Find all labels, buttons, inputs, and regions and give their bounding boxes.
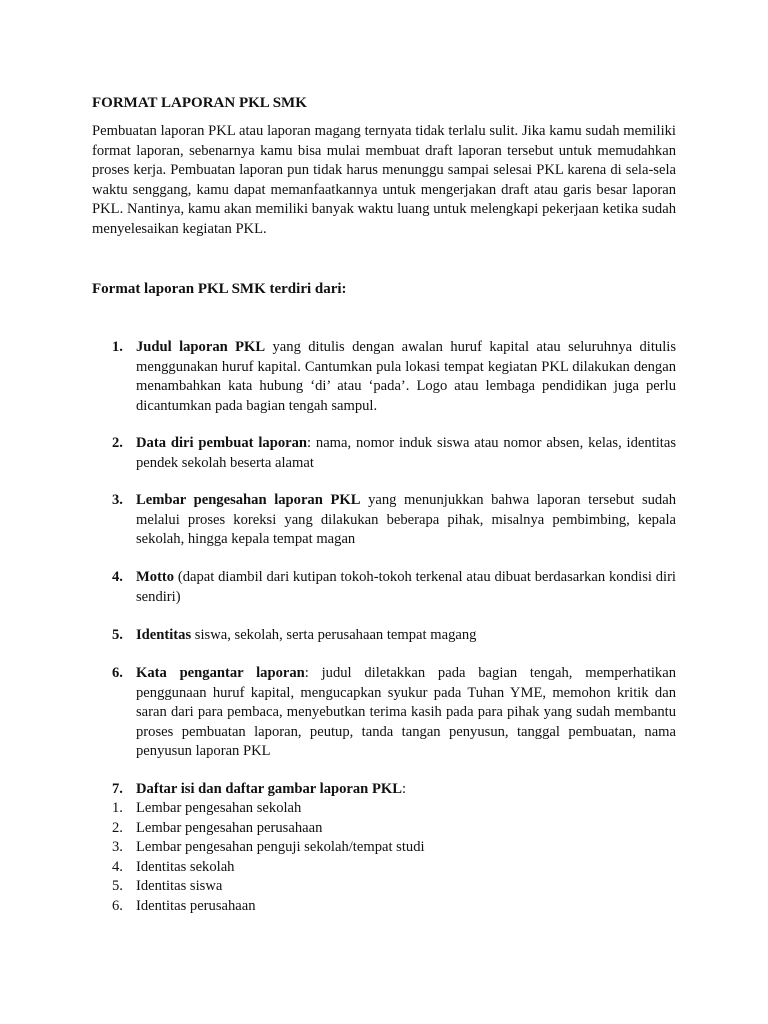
list-item-bold-label: Motto [136,569,175,585]
list-item-text: yang menunjukkan bahwa laporan tersebut sudah melalui proses koreksi yang dilakukan beberapa pihak, misalnya pembimbing, kepala sekolah, hingga kepala tempat magan [136,492,676,547]
list-item-text: : nama, nomor induk siswa atau nomor absen, kelas, identitas pendek sekolah beserta alamat [136,435,677,471]
intro-paragraph: Pembuatan laporan PKL atau laporan magang ternyata tidak terlalu sulit. Jika kamu sudah memiliki format laporan, sebenarnya kamu bisa mulai membuat draft laporan tersebut untuk memudahkan proses kerja. Pembuatan laporan pun tidak harus menunggu sampai selesai PKL karena di sela-sela waktu senggang, kamu dapat memanfaatkannya untuk mengerjakan draft atau garis besar laporan PKL. Nantinya, kamu akan memiliki banyak waktu luang untuk melengkapi pekerjaan ketika sudah menyelesaikan kegiatan PKL. [92,123,676,237]
sub-list-number: 5. [112,878,123,894]
list-item-number: 6. [112,665,123,681]
sub-list-number: 2. [112,819,123,836]
section-subheading: Format laporan PKL SMK terdiri dari: [92,281,347,297]
list-item-number: 2. [112,435,123,451]
list-item-text: : [401,781,407,797]
list-item-bold-label: Identitas [136,627,192,643]
sub-list-item [112,877,676,897]
sub-list-item [112,819,676,839]
list-item [112,338,676,416]
sub-list-number: 4. [112,858,123,875]
list-item-text: yang ditulis dengan awalan huruf kapital atau seluruhnya ditulis menggunakan huruf kapital. Cantumkan pula lokasi tempat kegiatan PKL dilakukan dengan menambahkan kata hubung ‘di’ atau ‘pada’. Logo atau lembaga pendidikan juga perlu dicantumkan pada bagian tengah sampul. [136,339,676,414]
list-item-number: 3. [112,492,123,508]
sub-list-item [112,858,676,878]
list-item-text: (dapat diambil dari kutipan tokoh-tokoh terkenal atau dibuat berdasarkan kondisi diri sendiri) [136,569,676,605]
sub-list-text: Identitas siswa [136,878,223,894]
list-item-body [136,434,676,473]
list-item-text: siswa, sekolah, serta perusahaan tempat magang [191,627,477,643]
list-item-number: 4. [112,569,123,585]
list-item [112,568,676,607]
sub-list-item [112,838,676,858]
list-item [112,780,676,800]
list-item-body [136,626,676,646]
list-item [112,434,676,473]
sub-list [112,799,676,916]
sub-list-text: Lembar pengesahan perusahaan [136,819,323,836]
list-item-number: 5. [112,627,123,643]
list-item-number: 7. [112,781,123,797]
list-item-bold-label: Kata pengantar laporan [136,665,305,681]
list-item-body [136,664,676,762]
sub-list-text: Lembar pengesahan sekolah [136,800,302,816]
list-item-bold-label: Data diri pembuat laporan [136,435,308,451]
list-item [112,491,676,550]
list-item-bold-label: Daftar isi dan daftar gambar laporan PKL [136,781,402,797]
list-item-number: 1. [112,339,123,355]
list-item-body [136,780,676,800]
list-item-text: : judul diletakkan pada bagian tengah, memperhatikan penggunaan huruf kapital, mengucapkan syukur pada Tuhan YME, memohon kritik dan saran dari para pembaca, menyebutkan terima kasih pada para pihak yang sudah membantu proses pembuatan laporan, peutup, tanda tangan penyusun, tanggal pembuatan, nama penyusun laporan PKL [136,665,676,759]
sub-list-number: 3. [112,839,123,855]
sub-list-number: 6. [112,897,123,914]
sub-list-item [112,799,676,819]
list-item-body [136,491,676,550]
document-title: FORMAT LAPORAN PKL SMK [92,95,307,111]
sub-list-number: 1. [112,800,123,816]
sub-list-text: Identitas sekolah [136,858,235,875]
list-item-bold-label: Lembar pengesahan laporan PKL [136,492,361,508]
sub-list-text: Lembar pengesahan penguji sekolah/tempat studi [136,839,425,855]
sub-list-item [112,897,676,917]
list-item-bold-label: Judul laporan PKL [136,339,266,355]
list-item [112,664,676,762]
list-item-body [136,338,676,416]
sub-list-text: Identitas perusahaan [136,897,256,914]
list-item [112,626,676,646]
list-item-body [136,568,676,607]
